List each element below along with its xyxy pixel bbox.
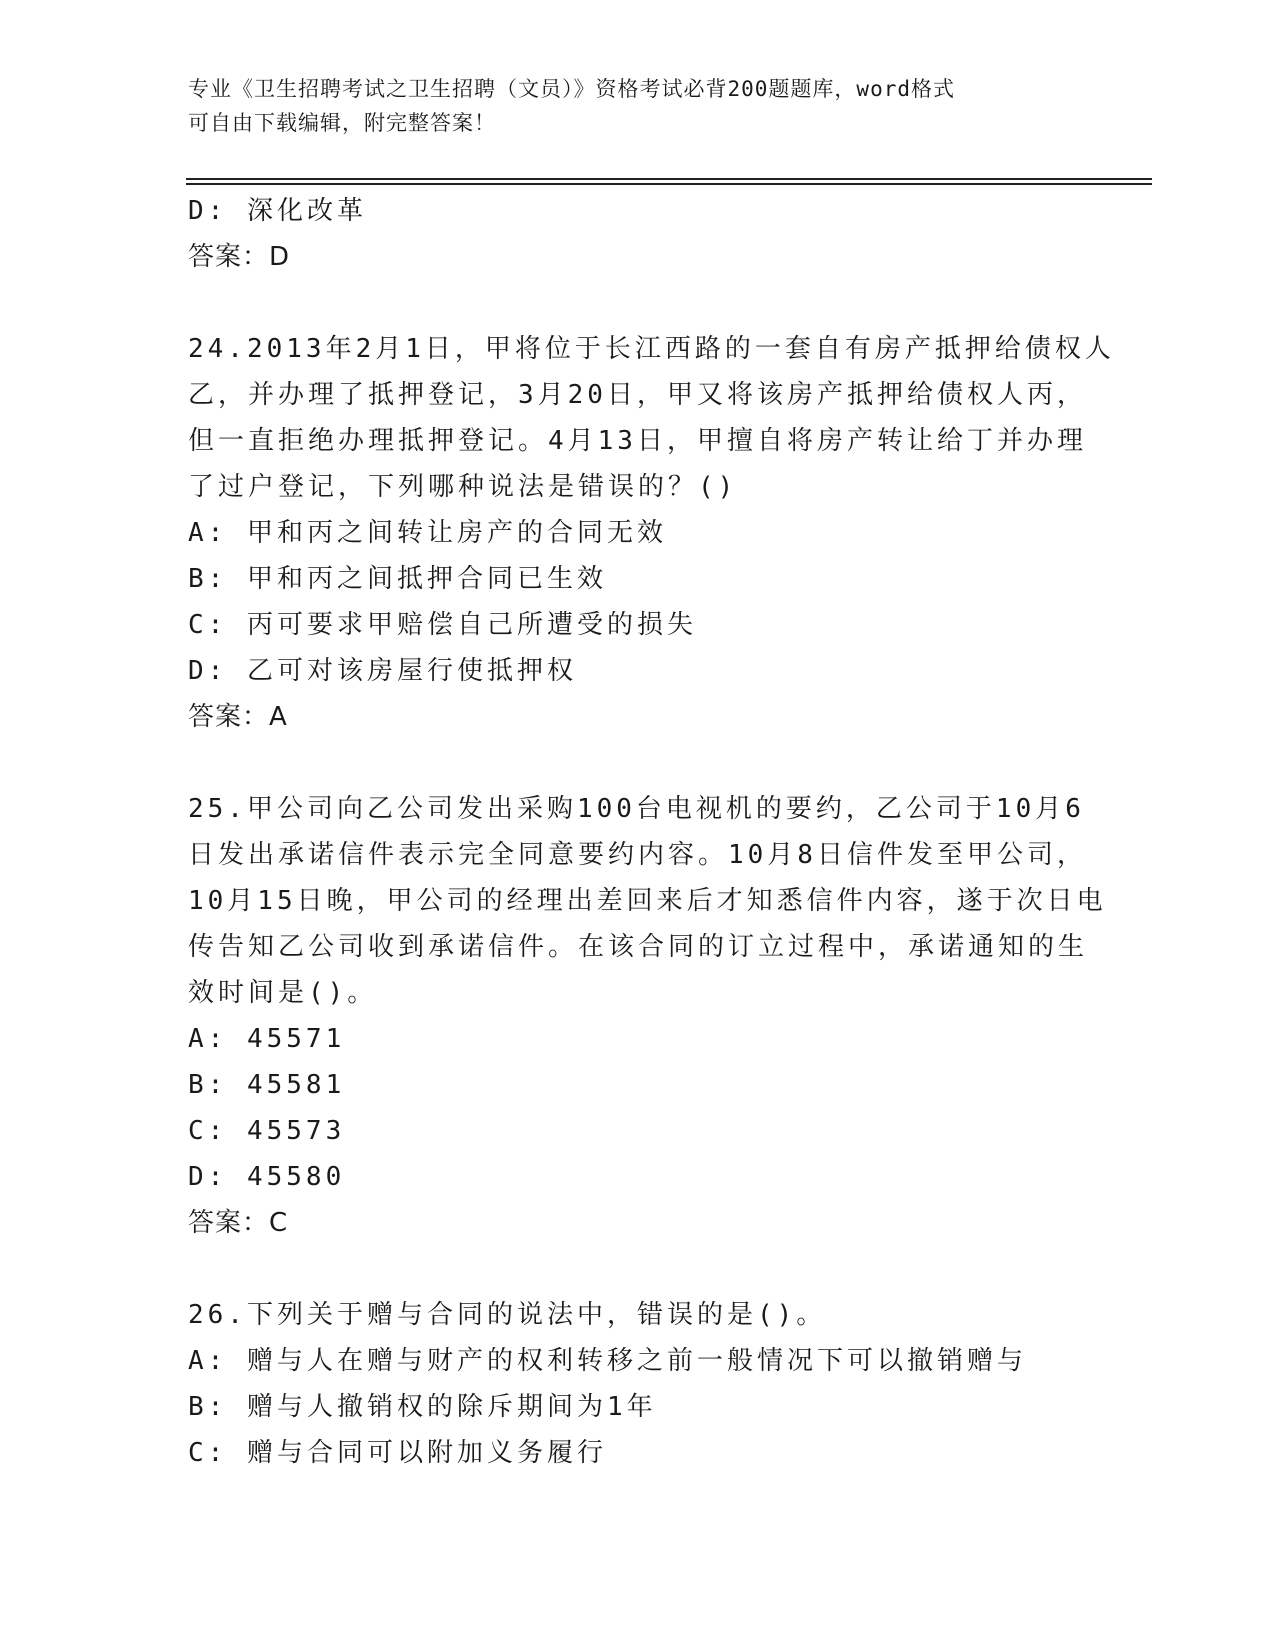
question-26-option-c: C: 赠与合同可以附加义务履行 bbox=[188, 1438, 607, 1468]
spacer bbox=[188, 280, 1088, 326]
question-25 bbox=[188, 786, 1107, 1246]
question-24-line-3: 但一直拒绝办理抵押登记。4月13日，甲擅自将房产转让给丁并办理 bbox=[188, 426, 1087, 456]
question-25-line-5: 效时间是()。 bbox=[188, 978, 378, 1008]
header-title-line-1: 专业《卫生招聘考试之卫生招聘（文员）》资格考试必背200题题库，word格式 bbox=[188, 77, 955, 101]
header-rule-bottom bbox=[186, 183, 1152, 185]
question-24-option-c: C: 丙可要求甲赔偿自己所遭受的损失 bbox=[188, 610, 697, 640]
prev-option-d: D: 深化改革 bbox=[188, 196, 367, 226]
question-26-option-b: B: 赠与人撤销权的除斥期间为1年 bbox=[188, 1392, 657, 1422]
question-26 bbox=[188, 1292, 1088, 1476]
question-24-line-4: 了过户登记，下列哪种说法是错误的？() bbox=[188, 472, 738, 502]
question-25-line-1: 25.甲公司向乙公司发出采购100台电视机的要约，乙公司于10月6 bbox=[188, 794, 1085, 824]
question-25-option-b: B: 45581 bbox=[188, 1070, 346, 1100]
question-25-line-3: 10月15日晚，甲公司的经理出差回来后才知悉信件内容，遂于次日电 bbox=[188, 886, 1107, 916]
question-25-line-4: 传告知乙公司收到承诺信件。在该合同的订立过程中，承诺通知的生 bbox=[188, 932, 1089, 962]
question-25-answer: 答案：C bbox=[188, 1208, 289, 1238]
question-26-option-a: A: 赠与人在赠与财产的权利转移之前一般情况下可以撤销赠与 bbox=[188, 1346, 1027, 1376]
spacer bbox=[188, 1246, 1088, 1292]
question-25-option-d: D: 45580 bbox=[188, 1162, 346, 1192]
question-25-option-c: C: 45573 bbox=[188, 1116, 346, 1146]
question-26-line-1: 26.下列关于赠与合同的说法中，错误的是()。 bbox=[188, 1300, 827, 1330]
question-24-option-d: D: 乙可对该房屋行使抵押权 bbox=[188, 656, 577, 686]
question-24-line-2: 乙，并办理了抵押登记，3月20日，甲又将该房产抵押给债权人丙， bbox=[188, 380, 1087, 410]
prev-answer: 答案：D bbox=[188, 242, 291, 272]
header-title-line-2: 可自由下载编辑，附完整答案！ bbox=[188, 111, 496, 135]
question-24-answer: 答案：A bbox=[188, 702, 288, 732]
question-24 bbox=[188, 326, 1115, 740]
question-content bbox=[188, 188, 1115, 1476]
question-24-option-a: A: 甲和丙之间转让房产的合同无效 bbox=[188, 518, 667, 548]
question-25-line-2: 日发出承诺信件表示完全同意要约内容。10月8日信件发至甲公司， bbox=[188, 840, 1087, 870]
question-25-option-a: A: 45571 bbox=[188, 1024, 346, 1054]
spacer bbox=[188, 740, 1088, 786]
document-header bbox=[188, 72, 1088, 140]
question-24-line-1: 24.2013年2月1日，甲将位于长江西路的一套自有房产抵押给债权人 bbox=[188, 334, 1115, 364]
question-24-option-b: B: 甲和丙之间抵押合同已生效 bbox=[188, 564, 607, 594]
header-rule-top bbox=[186, 178, 1152, 180]
